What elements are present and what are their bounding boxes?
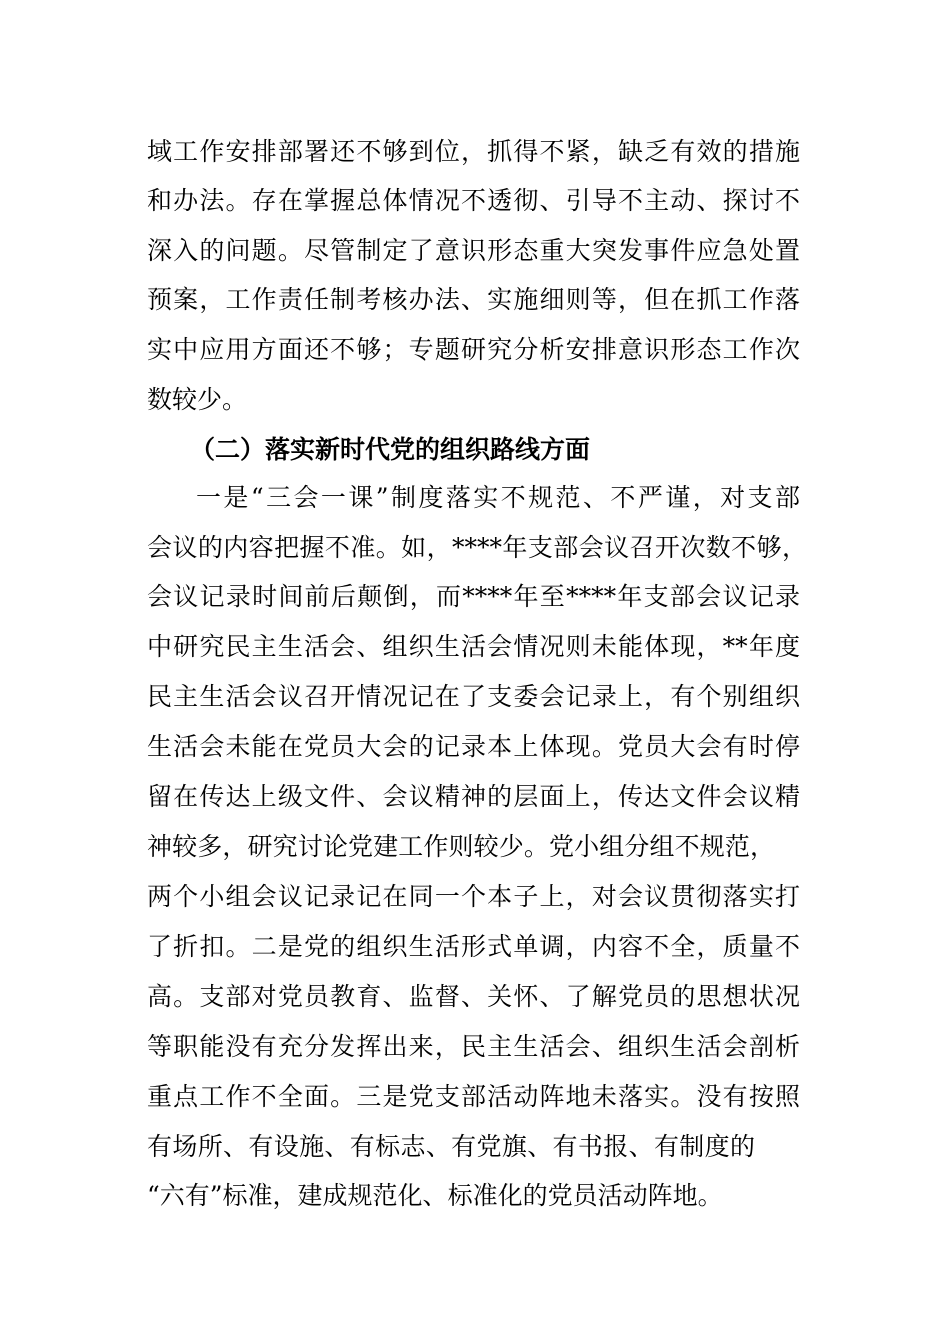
text-line: “六有”标准，建成规范化、标准化的党员活动阵地。 [147, 1181, 723, 1210]
text-line: 中研究民主生活会、组织生活会情况则未能体现，**年度 [147, 632, 800, 661]
text-line: 有场所、有设施、有标志、有党旗、有书报、有制度的 [147, 1132, 755, 1161]
text-line: 深入的问题。尽管制定了意识形态重大突发事件应急处置 [147, 236, 800, 265]
text-line: 数较少。 [147, 385, 248, 414]
text-line: 高。支部对党员教育、监督、关怀、了解党员的思想状况 [147, 982, 800, 1011]
text-line: 会议的内容把握不准。如，****年支部会议召开次数不够， [147, 533, 807, 562]
section-heading: （二）落实新时代党的组织路线方面 [190, 435, 591, 464]
text-line: 两个小组会议记录记在同一个本子上，对会议贯彻落实打 [147, 882, 800, 911]
text-line: 神较多，研究讨论党建工作则较少。党小组分组不规范， [147, 832, 775, 861]
text-line: 了折扣。二是党的组织生活形式单调，内容不全，质量不 [147, 932, 800, 961]
text-line: 和办法。存在掌握总体情况不透彻、引导不主动、探讨不 [147, 186, 800, 215]
text-line: 生活会未能在党员大会的记录本上体现。党员大会有时停 [147, 732, 800, 761]
text-line: 留在传达上级文件、会议精神的层面上，传达文件会议精 [147, 782, 800, 811]
text-line: 一是“三会一课”制度落实不规范、不严谨，对支部 [196, 483, 800, 512]
text-line: 预案，工作责任制考核办法、实施细则等，但在抓工作落 [147, 285, 800, 314]
text-line: 重点工作不全面。三是党支部活动阵地未落实。没有按照 [147, 1082, 800, 1111]
text-line: 域工作安排部署还不够到位，抓得不紧，缺乏有效的措施 [147, 137, 800, 166]
text-line: 民主生活会议召开情况记在了支委会记录上，有个别组织 [147, 682, 800, 711]
text-line: 会议记录时间前后颠倒，而****年至****年支部会议记录 [147, 582, 800, 611]
text-line: 实中应用方面还不够；专题研究分析安排意识形态工作次 [147, 335, 800, 364]
text-line: 等职能没有充分发挥出来，民主生活会、组织生活会剖析 [147, 1032, 800, 1061]
